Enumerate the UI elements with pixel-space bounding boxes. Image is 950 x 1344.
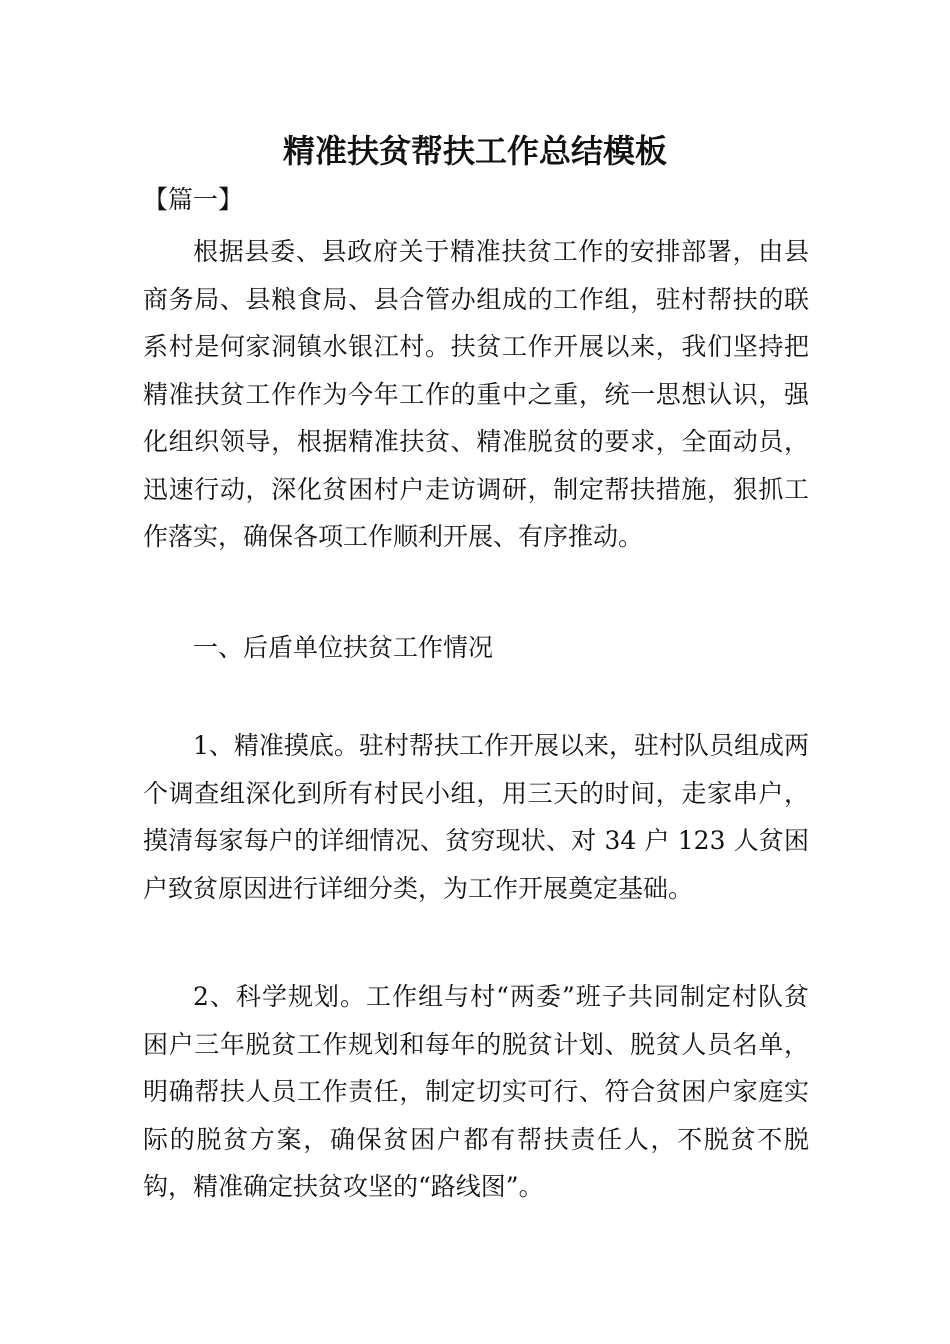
paragraph-scientific-planning: 2、科学规划。工作组与村“两委”班子共同制定村队贫困户三年脱贫工作规划和每年的脱贫计划、脱贫人员名单，明确帮扶人员工作责任，制定切实可行、符合贫困户家庭实际的脱贫方案，确保贫困户都有帮扶责任人，不脱贫不脱钩，精准确定扶贫攻坚的“路线图”。 — [143, 982, 809, 1201]
paragraph-precise-survey: 1、精准摸底。驻村帮扶工作开展以来，驻村队员组成两个调查组深化到所有村民小组，用三天的时间，走家串户，摸清每家每户的详细情况、贫穷现状、对 34 户 123 人贫困户致贫原因进行详细分类，为工作开展奠定基础。 — [143, 731, 809, 903]
document-title: 精准扶贫帮扶工作总结模板 — [282, 132, 667, 170]
section-heading: 一、后盾单位扶贫工作情况 — [193, 633, 494, 662]
intro-paragraph: 根据县委、县政府关于精准扶贫工作的安排部署，由县商务局、县粮食局、县合管办组成的工作组，驻村帮扶的联系村是何家洞镇水银江村。扶贫工作开展以来，我们坚持把精准扶贫工作作为今年工作的重中之重，统一思想认识，强化组织领导，根据精准扶贫、精准脱贫的要求，全面动员，迅速行动，深化贫困村户走访调研，制定帮扶措施，狠抓工作落实，确保各项工作顺利开展、有序推动。 — [143, 237, 809, 551]
section-label: 【篇一】 — [143, 185, 244, 214]
